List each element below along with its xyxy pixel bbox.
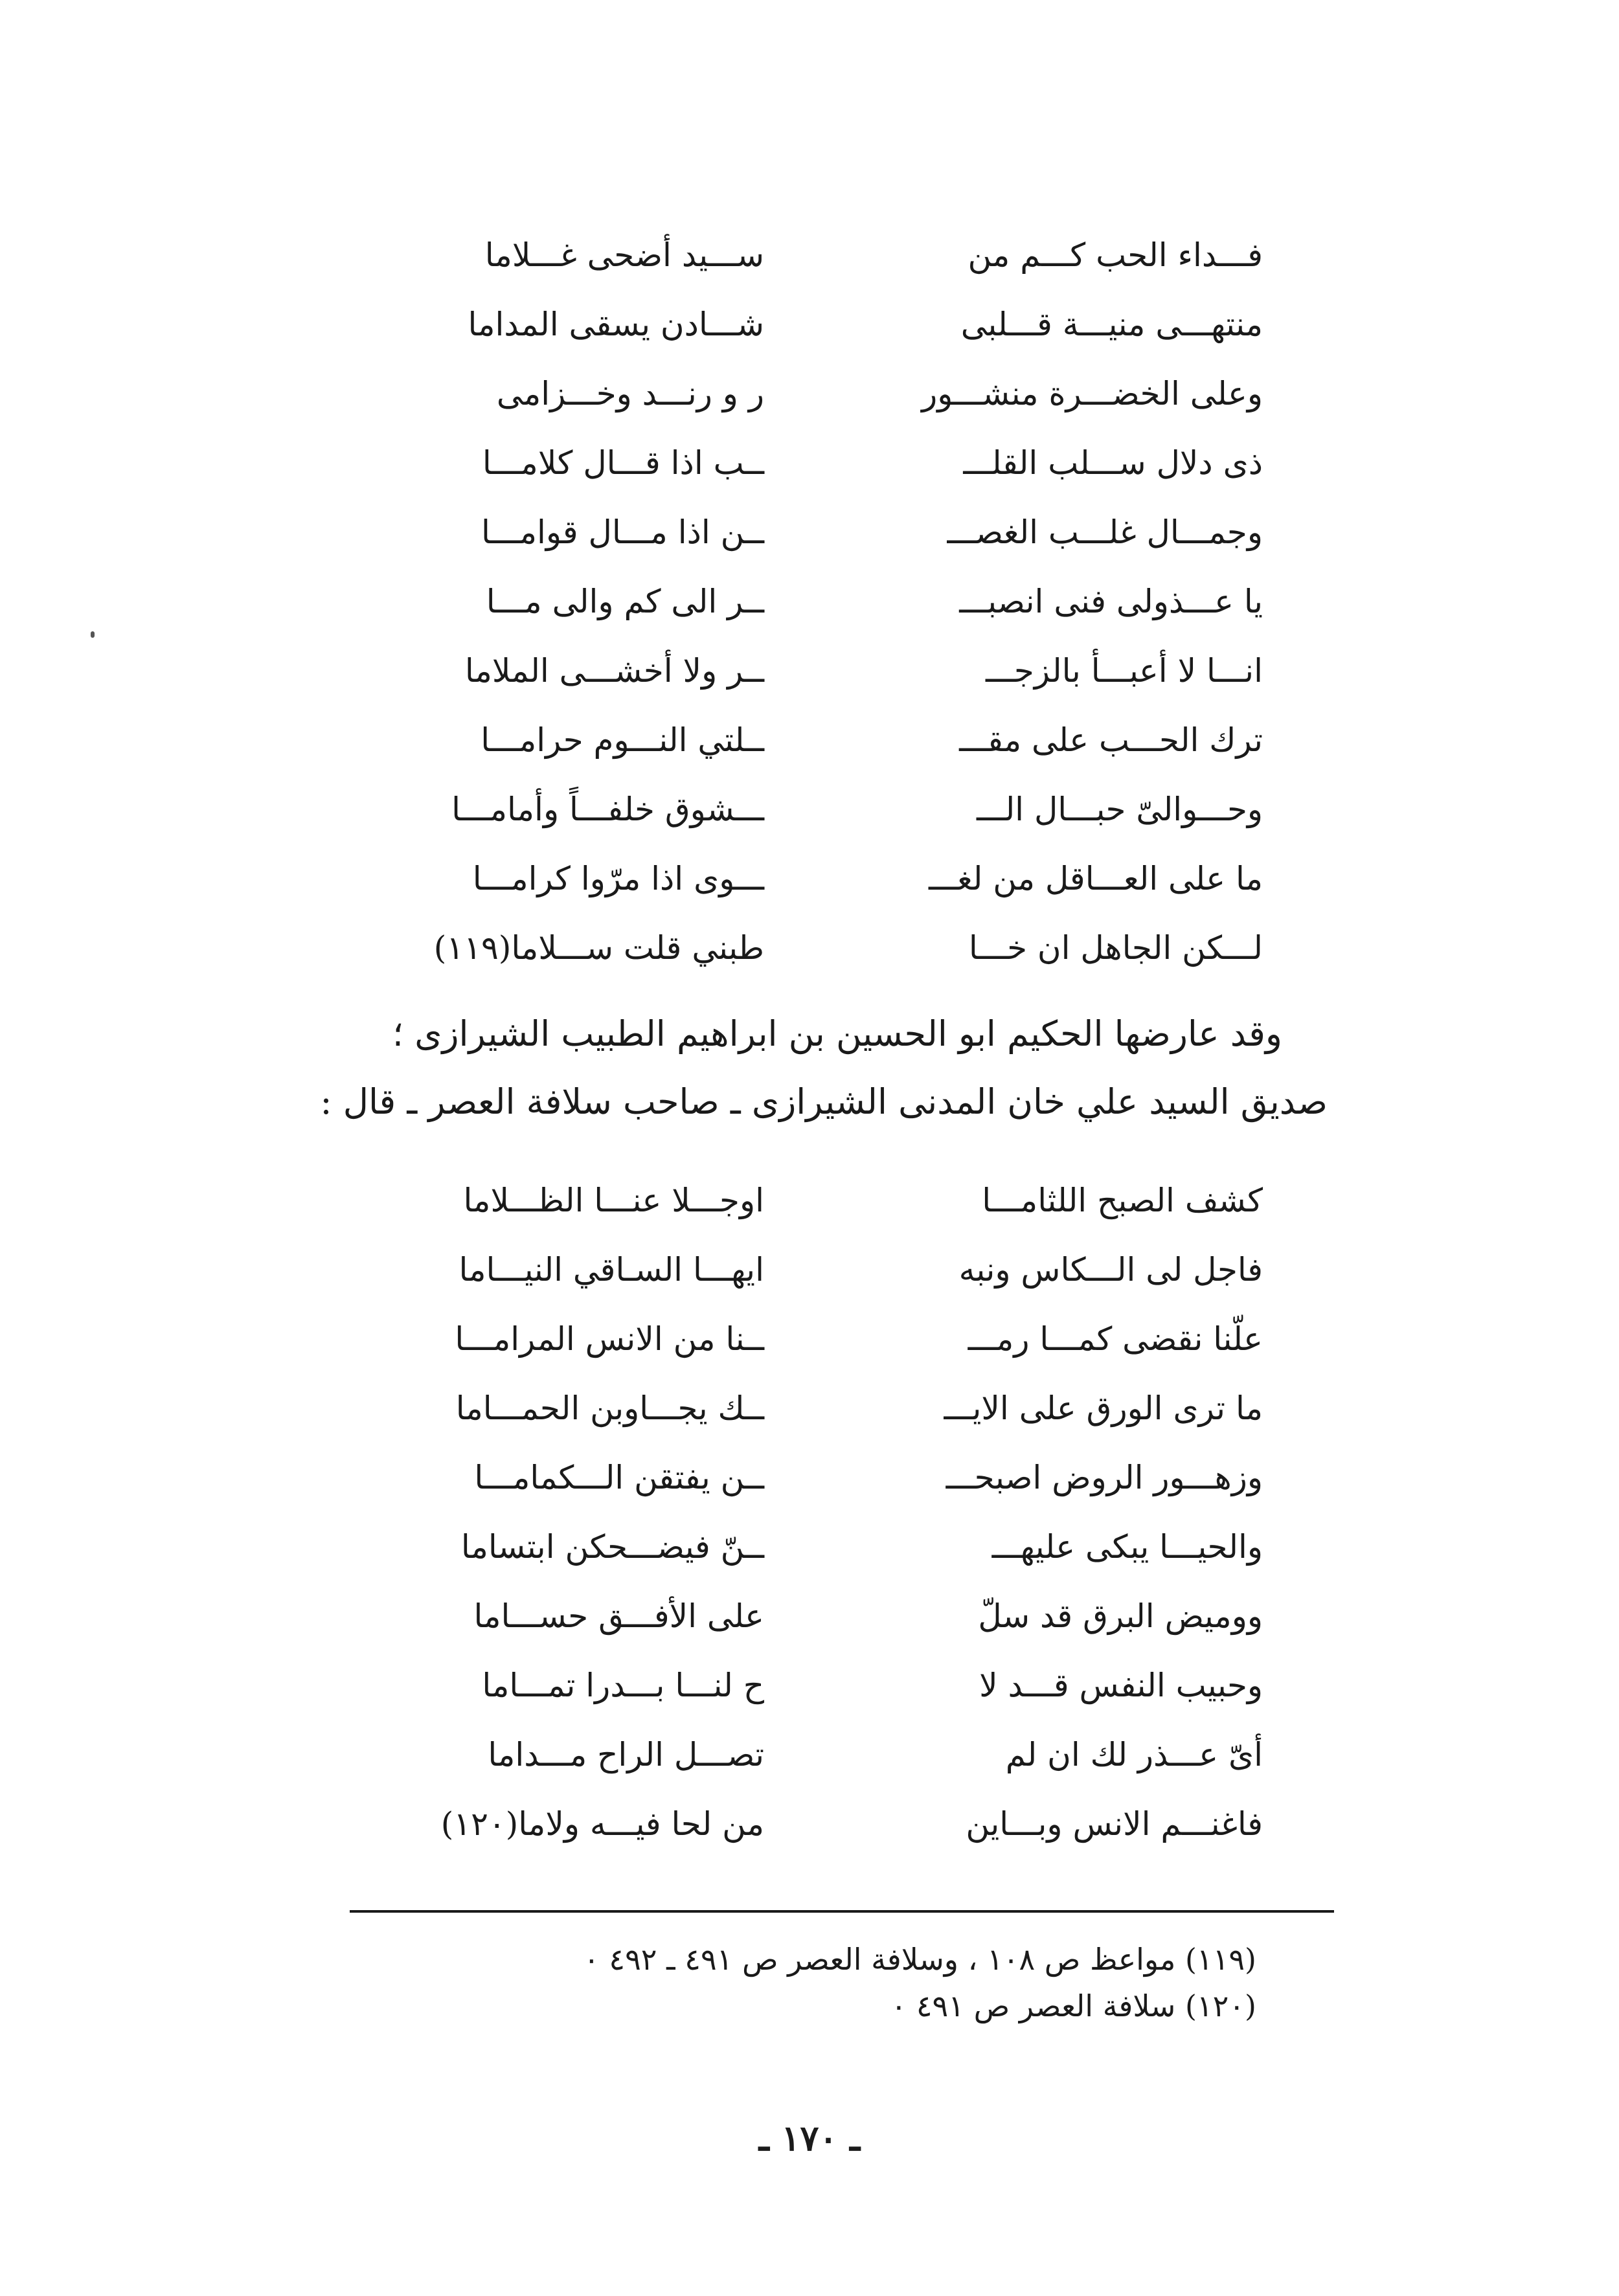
verse-line [337,913,1263,982]
hemistich-right: فاغنـــم الانس وبـــاين [966,1805,1263,1843]
verse-line [337,1789,1263,1858]
hemistich-right: انـــا لا أعبـــأ بالزجـــ [985,651,1263,690]
hemistich-left: ــك يجـــاوبن الحمـــاما [455,1389,764,1427]
hemistich-left: اوجـــلا عنـــا الظـــلاما [463,1181,764,1219]
footnotes [285,1936,1256,2029]
hemistich-right: وعلى الخضـــرة منشـــور [922,374,1263,412]
verse-line [337,1235,1263,1304]
hemistich-right: ووميض البرق قد سلّ [978,1597,1263,1635]
hemistich-left: شـــادن يسقى المداما [468,305,764,343]
hemistich-right: وزهـــور الروض اصبحـــ [945,1458,1263,1496]
hemistich-right: علّنا نقضى كمـــا رمـــ [968,1320,1263,1358]
verse-line [337,428,1263,497]
verse-line [337,1650,1263,1720]
hemistich-right: كشف الصبح اللثامـــا [982,1181,1263,1219]
verse-line [337,359,1263,428]
verse-line [337,1373,1263,1443]
verse-line [337,1720,1263,1789]
hemistich-left: ــنا من الانس المرامـــا [455,1320,764,1358]
footnote-120: (١٢٠) سلافة العصر ص ٤٩١ ٠ [890,1988,1256,2023]
hemistich-right: ما ترى الورق على الايـــ [944,1389,1263,1427]
hemistich-right: فـــداء الحب كـــم من [968,236,1263,274]
hemistich-right: لـــكن الجاهل ان خـــا [968,929,1263,967]
hemistich-left: على الأفـــق حســـاما [473,1597,764,1635]
hemistich-right: منتهـــى منيـــة قـــلبى [960,305,1263,343]
hemistich-right: ذى دلال ســـلب القلـــ [963,444,1263,482]
page-number: ـ ١٧٠ ـ [758,2117,861,2159]
hemistich-right: ما على العـــاقل من لغـــ [929,859,1263,897]
footnote-119: (١١٩) مواعظ ص ١٠٨ ، وسلافة العصر ص ٤٩١ ـ ٤٩٢ ٠ [583,1942,1256,1977]
verse-line [337,1443,1263,1512]
hemistich-right: وحبيب النفس قـــد لا [979,1666,1263,1704]
hemistich-right: يا عـــذولى فنى انصبـــ [959,582,1263,620]
footnote-divider [350,1910,1334,1913]
verse-line [337,289,1263,359]
hemistich-right: أىّ عـــذر لك ان لم [1005,1735,1263,1773]
verse-line [337,567,1263,636]
hemistich-left: ــن يفتقن الـــكمامـــا [474,1458,764,1496]
verse-line [337,636,1263,705]
hemistich-right: والحيـــا يبكى عليهـــ [991,1527,1263,1566]
hemistich-left: ــب اذا قـــال كلامـــا [482,444,764,482]
verse-line [337,1165,1263,1235]
poem-first [337,220,1263,982]
verse-line [337,1512,1263,1581]
verse-line [337,844,1263,913]
hemistich-left: ايهـــا السـاقي النيـــاما [459,1250,764,1289]
hemistich-left: ر و رنـــد وخـــزامى [496,374,764,412]
hemistich-left: طبني قلت ســـلاما(١١٩) [433,929,764,967]
verse-line [337,1581,1263,1650]
hemistich-left: ســـيد أضحى غـــلاما [484,236,764,274]
verse-line [337,774,1263,844]
prose-line-1: وقد عارضها الحكيم ابو الحسين بن ابراهيم الطبيب الشيرازى ؛ [392,1013,1282,1054]
verse-line [337,1304,1263,1373]
hemistich-right: فاجل لى الـــكاس ونبه [958,1250,1263,1289]
hemistich-left: ـــوى اذا مرّوا كرامـــا [472,859,764,897]
hemistich-left: ــر الى كم والى مـــا [486,582,764,620]
hemistich-right: وحـــوالىّ حبـــال الـــ [977,790,1263,828]
verse-line [337,220,1263,289]
hemistich-right: وجمـــال غلـــب الغصـــ [947,513,1263,551]
verse-line [337,705,1263,774]
prose-line-2: صديق السيد علي خان المدنى الشيرازى ـ صاحب سلافة العصر ـ قال : [320,1081,1328,1122]
hemistich-left: ــلتي النـــوم حرامـــا [481,721,764,759]
hemistich-right: ترك الحـــب على مقـــ [959,721,1263,759]
hemistich-left: تصـــل الراح مـــداما [488,1735,764,1773]
hemistich-left: ــن اذا مـــال قوامـــا [481,513,764,551]
hemistich-left: من لحا فيـــه ولاما(١٢٠) [440,1805,764,1843]
verse-line [337,497,1263,567]
hemistich-left: ـــشوق خلفـــاً وأمامـــا [451,790,764,828]
hemistich-left: ــر ولا أخشـــى الملاما [464,651,764,690]
hemistich-left: ــنّ فيضـــحكن ابتساما [460,1527,764,1566]
poem-second [337,1165,1263,1858]
hemistich-left: ح لنـــا بـــدرا تمـــاما [482,1666,764,1704]
scan-speck [91,631,95,638]
